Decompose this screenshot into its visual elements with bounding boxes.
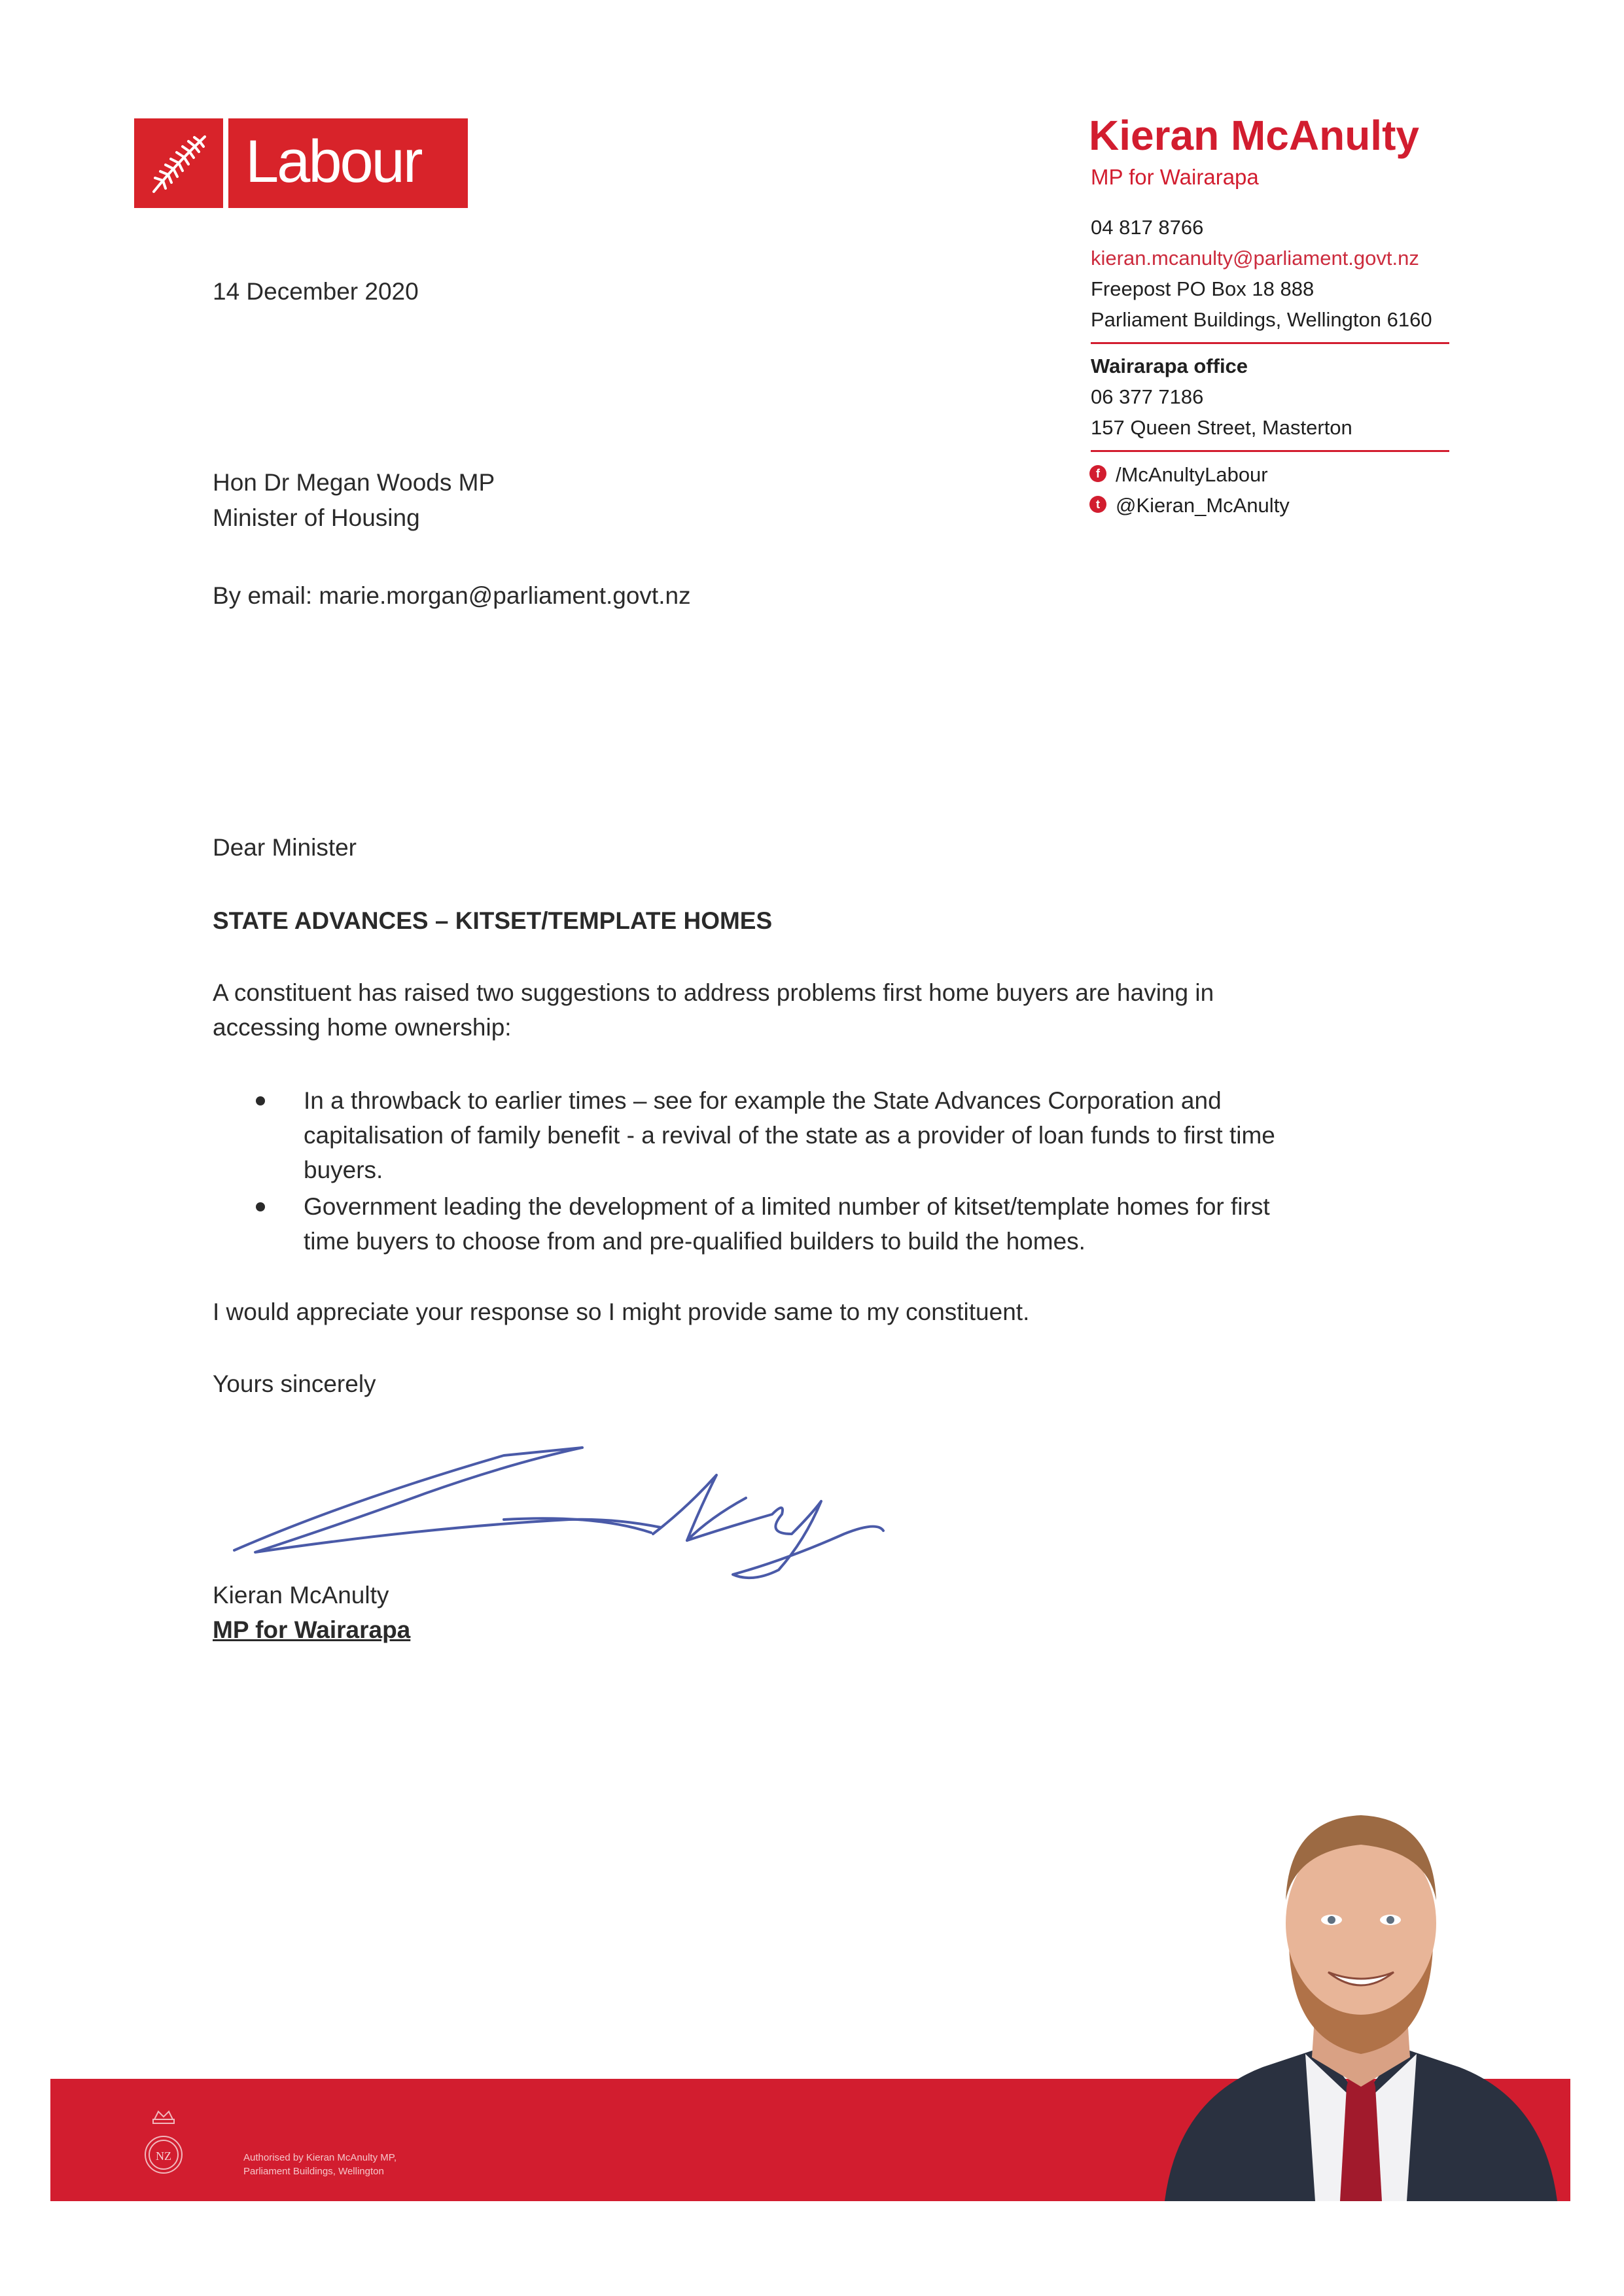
- authorisation-line-1: Authorised by Kieran McAnulty MP,: [243, 2152, 397, 2163]
- signatory-name: Kieran McAnulty: [213, 1582, 389, 1609]
- twitter-icon: t: [1089, 496, 1106, 513]
- crest-label: NZ: [156, 2149, 171, 2163]
- facebook-icon: f: [1089, 465, 1106, 482]
- phone-number: 04 817 8766: [1091, 216, 1204, 239]
- intro-line-1: A constituent has raised two suggestions to address problems first home buyers are having in: [213, 979, 1214, 1006]
- salutation: Dear Minister: [213, 834, 357, 861]
- postal-address-line1: Freepost PO Box 18 888: [1091, 277, 1315, 300]
- bullet-1-line-1: In a throwback to earlier times – see for example the State Advances Corporation and: [304, 1087, 1222, 1114]
- labour-logo: [134, 118, 468, 208]
- recipient-email: By email: marie.morgan@parliament.govt.nz: [213, 582, 691, 609]
- fern-icon: [134, 118, 222, 208]
- header-divider-1: [1091, 342, 1449, 344]
- logo-divider: [223, 118, 228, 208]
- sign-off: Yours sincerely: [213, 1370, 376, 1397]
- postal-address-line2: Parliament Buildings, Wellington 6160: [1091, 308, 1432, 331]
- twitter-row[interactable]: [1089, 494, 1456, 520]
- authorisation-statement: [243, 2151, 397, 2178]
- labour-wordmark: Labour: [245, 128, 421, 195]
- parliament-crest-icon: [137, 2105, 190, 2177]
- authorisation-line-2: Parliament Buildings, Wellington: [243, 2166, 384, 2177]
- email-link[interactable]: kieran.mcanulty@parliament.govt.nz: [1091, 247, 1419, 270]
- office-phone: 06 377 7186: [1091, 385, 1204, 408]
- closing-request: I would appreciate your response so I might provide same to my constituent.: [213, 1298, 1030, 1325]
- handwritten-signature: [229, 1436, 916, 1586]
- bullet-1-line-3: buyers.: [304, 1157, 383, 1183]
- mp-name: Kieran McAnulty: [1089, 112, 1419, 159]
- mp-role: MP for Wairarapa: [1091, 165, 1259, 189]
- facebook-handle: /McAnultyLabour: [1116, 463, 1268, 486]
- twitter-handle: @Kieran_McAnulty: [1116, 494, 1290, 517]
- header-divider-2: [1091, 450, 1449, 452]
- office-heading: Wairarapa office: [1091, 355, 1248, 377]
- bullet-1-line-2: capitalisation of family benefit - a revival of the state as a provider of loan funds to first time: [304, 1122, 1275, 1149]
- bullet-2-line-1: Government leading the development of a limited number of kitset/template homes for first: [304, 1193, 1270, 1220]
- subject-heading: STATE ADVANCES – KITSET/TEMPLATE HOMES: [213, 907, 773, 934]
- recipient-name: Hon Dr Megan Woods MP: [213, 469, 495, 496]
- recipient-title: Minister of Housing: [213, 504, 420, 531]
- facebook-row[interactable]: [1089, 463, 1456, 489]
- mp-portrait-photo: [1152, 1760, 1570, 2201]
- intro-line-2: accessing home ownership:: [213, 1014, 512, 1041]
- bullet-marker: [256, 1096, 265, 1105]
- signatory-title: MP for Wairarapa: [213, 1616, 411, 1643]
- bullet-2-line-2: time buyers to choose from and pre-qualified builders to build the homes.: [304, 1228, 1086, 1255]
- office-address: 157 Queen Street, Masterton: [1091, 416, 1352, 439]
- bullet-marker: [256, 1202, 265, 1211]
- letter-date: 14 December 2020: [213, 278, 419, 305]
